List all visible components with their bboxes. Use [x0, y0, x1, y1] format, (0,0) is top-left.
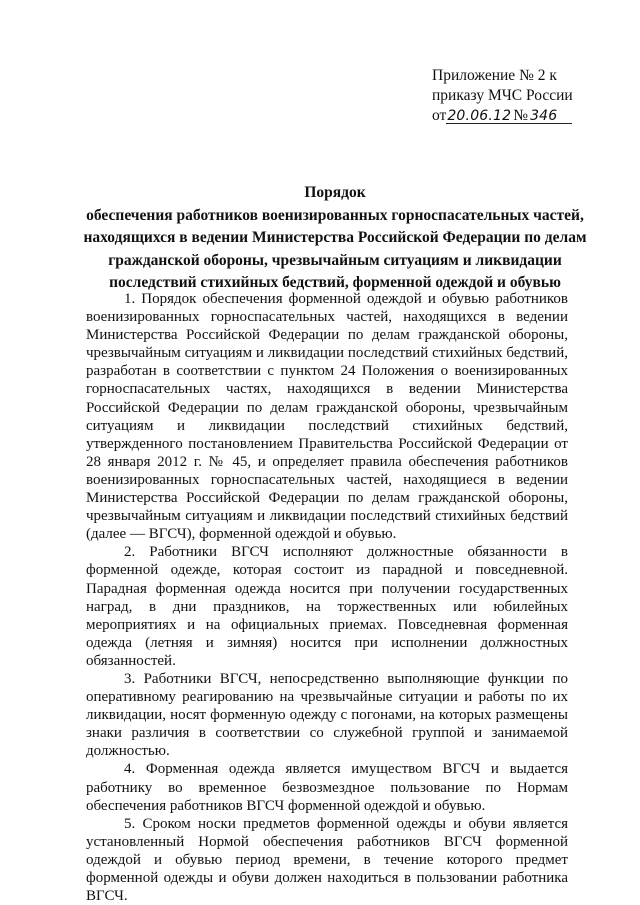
paragraph-1: 1. Порядок обеспечения форменной одеждой и обувью работников военизированных горноспасательных частей, находящихся в ведении Министерства Российской Федерации по делам гражданской обороны, чрезвычайным ситуациям и ликвидации последствий стихийных бедствий, разработан в соответствии с пунктом 24 Положения о военизированных горноспасательных частях, находящихся в ведении Министерства Российской Федерации по делам гражданской обороны, чрезвычайным ситуациям и ликвидации последствий стихийных бедствий, утвержденного постановлением Правительства Российской Федерации от 28 января 2012 г. № 45, и определяет правила обеспечения работников военизированных горноспасательных частей, находящиеся в ведении Министерства Российской Федерации по делам гражданской обороны, чрезвычайным ситуациям и ликвидации последствий стихийных бедствий (далее — ВГСЧ), форменной одеждой и обувью.: [86, 291, 568, 543]
title-line-2: находящихся в ведении Министерства Российской Федерации по делам: [83, 229, 587, 246]
appendix-line-1: Приложение № 2 к: [432, 67, 557, 84]
title-line-3: гражданской обороны, чрезвычайным ситуациям и ликвидации: [108, 251, 562, 269]
number-sign: №: [513, 107, 529, 124]
appendix-header: [432, 66, 582, 126]
appendix-date-line: [432, 106, 582, 126]
paragraph-5: 5. Сроком носки предметов форменной одежды и обуви является установленный Нормой обеспечения работников ВГСЧ форменной одеждой и обувью период времени, в течение которого предмет форменной одежды и обуви должен находиться в пользовании работника ВГСЧ.: [86, 815, 568, 905]
document-body: [86, 290, 568, 905]
title-heading: Порядок: [304, 184, 366, 201]
paragraph-3: 3. Работники ВГСЧ, непосредственно выполняющие функции по оперативному реагированию на чрезвычайные ситуации и работы по их ликвидации, носят форменную одежду с погонами, на которых размещены знаки различия в соответствии со служебной группой и занимаемой должностью.: [86, 670, 568, 760]
appendix-line-2: приказу МЧС России: [432, 87, 573, 104]
title-line-1: обеспечения работников военизированных горноспасательных частей,: [86, 206, 584, 224]
appendix-date-prefix: от: [432, 107, 447, 124]
handwritten-order-number: 346: [529, 109, 572, 124]
paragraph-2: 2. Работники ВГСЧ исполняют должностные обязанности в форменной одежде, которая состоит из парадной и повседневной. Парадная форменная одежда носится при получении государственных наград, в дни праздников, на торжественных или юбилейных мероприятиях и на официальных приемах. Повседневная форменная одежда (летняя и зимняя) носится при исполнении должностных обязанностей.: [86, 544, 568, 669]
paragraph-4: 4. Форменная одежда является имуществом ВГСЧ и выдается работнику во временное безвозмездное пользование по Нормам обеспечения работников ВГСЧ форменной одеждой и обувью.: [86, 761, 568, 814]
handwritten-date: 20.06.12: [447, 108, 512, 124]
document-title: [80, 182, 590, 295]
title-line-4: последствий стихийных бедствий, форменной одеждой и обувью: [109, 274, 561, 291]
